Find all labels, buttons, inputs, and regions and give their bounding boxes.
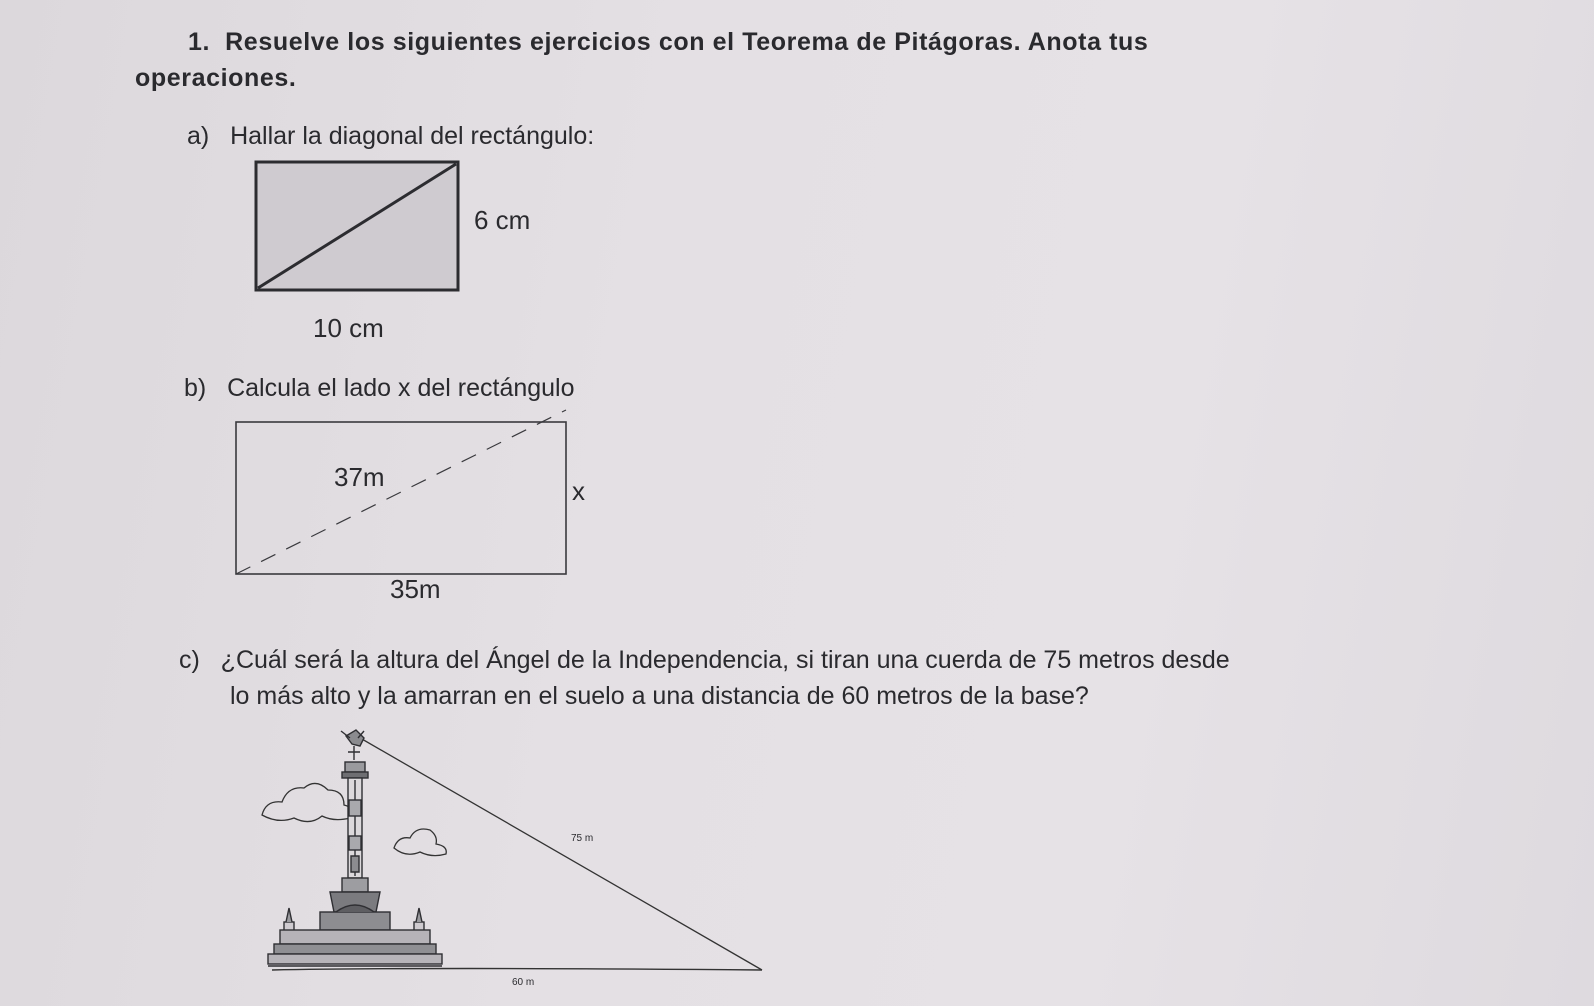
- question-title-line1: Resuelve los siguientes ejercicios con el Teorema de Pitágoras. Anota tus: [225, 28, 1149, 56]
- part-c-rope-label: 75 m: [571, 833, 594, 844]
- angel-monument-icon: [268, 730, 442, 966]
- part-a-text: Hallar la diagonal del rectángulo:: [230, 122, 595, 150]
- part-b-diagonal-label: 37m: [334, 462, 385, 492]
- cloud-right-icon: [394, 829, 446, 856]
- part-c-text-line1: ¿Cuál será la altura del Ángel de la Independencia, si tiran una cuerda de 75 metros desde: [220, 646, 1230, 674]
- part-b-side-label: x: [572, 476, 585, 506]
- question-number: 1.: [188, 28, 211, 56]
- part-c-marker: c): [179, 646, 200, 674]
- part-c-figure: [262, 730, 762, 970]
- part-b-text: Calcula el lado x del rectángulo: [227, 374, 575, 402]
- question-title-line2: operaciones.: [135, 64, 297, 92]
- part-a-marker: a): [187, 122, 210, 150]
- part-b-width-label: 35m: [390, 574, 441, 604]
- part-a-rectangle-figure: [256, 162, 458, 290]
- part-a-width-label: 10 cm: [313, 313, 384, 343]
- part-c-base-label: 60 m: [512, 977, 535, 988]
- part-a-height-label: 6 cm: [474, 205, 531, 235]
- ground-line: [272, 969, 762, 971]
- part-b-diagonal: [236, 410, 566, 574]
- cloud-left-icon: [262, 783, 352, 821]
- part-c-text-line2: lo más alto y la amarran en el suelo a una distancia de 60 metros de la base?: [230, 682, 1089, 710]
- part-b-rectangle: [236, 422, 566, 574]
- part-b-rectangle-figure: [236, 410, 566, 574]
- part-b-marker: b): [184, 374, 207, 402]
